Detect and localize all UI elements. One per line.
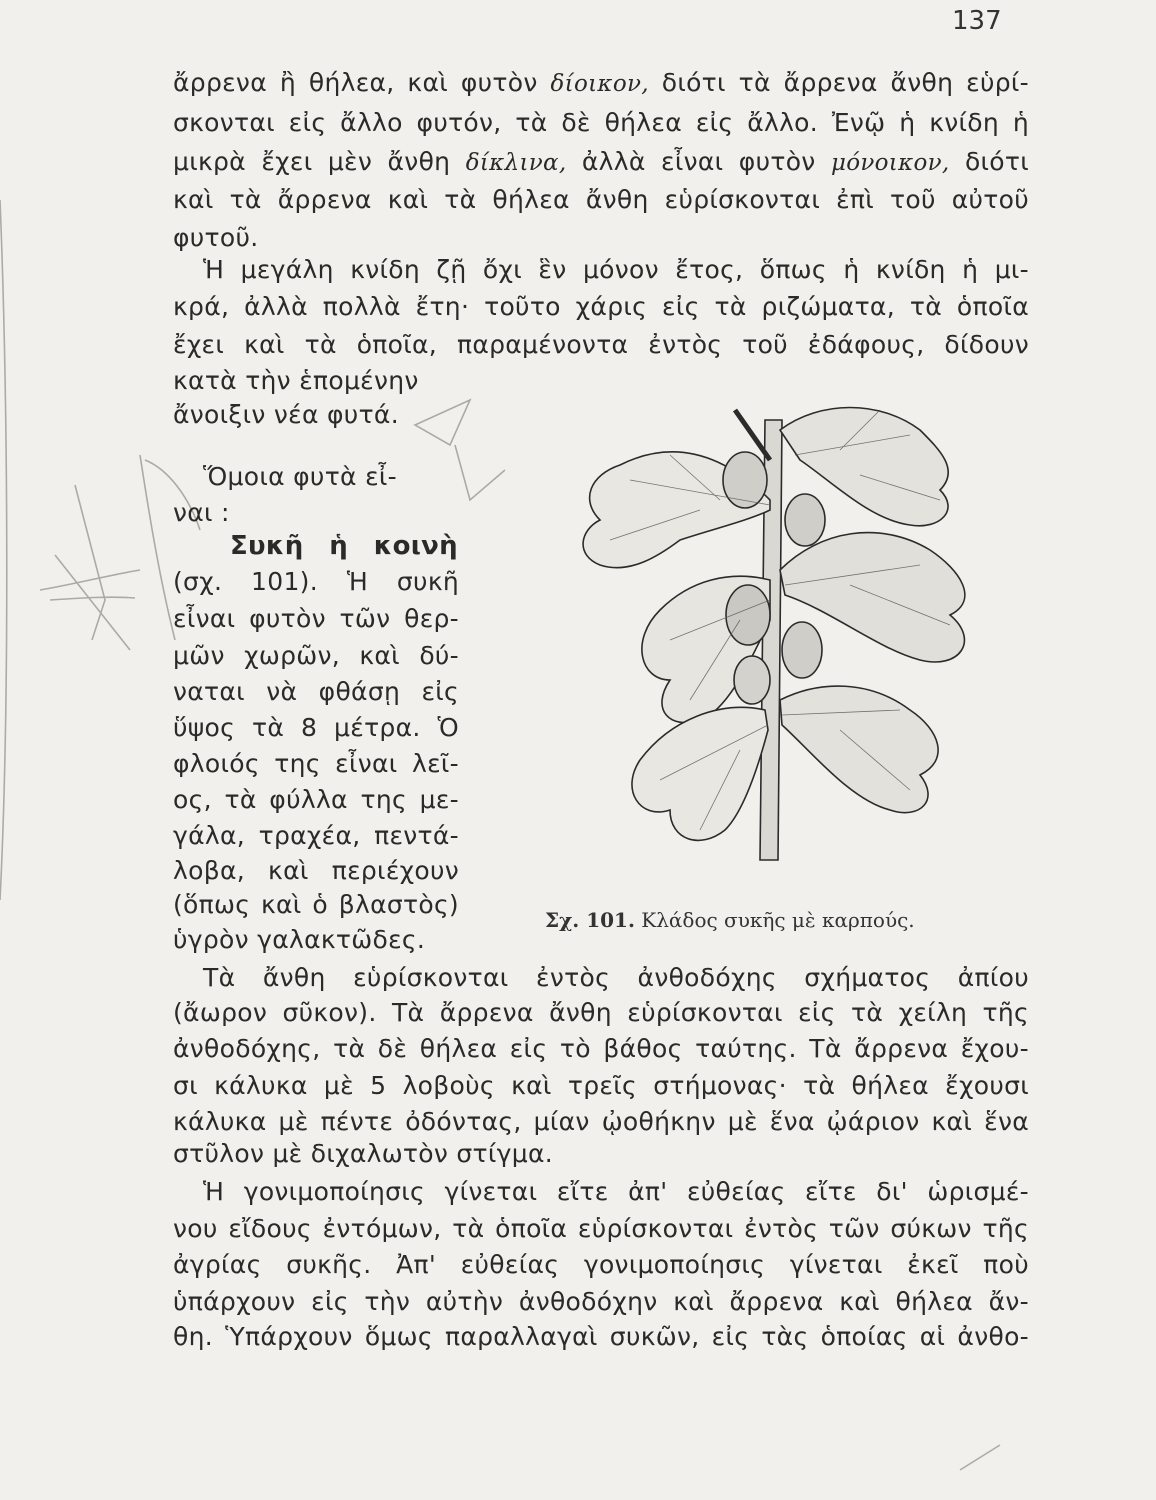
- side-line-8: ὕψος τὰ 8 μέτρα. Ὁ: [173, 713, 459, 742]
- figure-caption: Σχ. 101. Κλάδος συκῆς μὲ καρπούς.: [545, 908, 915, 932]
- bottom-line-11: θη. Ὑπάρχουν ὅμως παραλλαγαὶ συκῶν, εἰς τὰς ὁποίας αἱ ἀνθο-: [173, 1322, 1029, 1351]
- text-line-2: σκονται εἰς ἄλλο φυτόν, τὰ δὲ θήλεα εἰς ἄλλο. Ἐνῷ ἡ κνίδη ἡ: [173, 108, 1029, 137]
- side-line-12: λοβα, καὶ περιέχουν: [173, 856, 459, 885]
- text-line-5: φυτοῦ.: [173, 223, 259, 252]
- text-line-4: καὶ τὰ ἄρρενα καὶ τὰ θήλεα ἄνθη εὑρίσκονται ἐπὶ τοῦ αὐτοῦ: [173, 185, 1029, 214]
- side-line-1: Ὅμοια φυτὰ εἶ-: [203, 462, 397, 491]
- side-line-2: ναι :: [173, 498, 230, 527]
- side-line-13: (ὅπως καὶ ὁ βλαστὸς): [173, 890, 459, 919]
- text-line-7: κρά, ἀλλὰ πολλὰ ἔτη· τοῦτο χάρις εἰς τὰ ριζώματα, τὰ ὁποῖα: [173, 292, 1029, 321]
- side-line-6: μῶν χωρῶν, καὶ δύ-: [173, 641, 459, 670]
- bottom-line-9: ἀγρίας συκῆς. Ἀπ' εὐθείας γονιμοποίησις γίνεται ἐκεῖ ποὺ: [173, 1250, 1029, 1279]
- bottom-line-4: σι κάλυκα μὲ 5 λοβοὺς καὶ τρεῖς στήμονας· τὰ θήλεα ἔχουσι: [173, 1071, 1029, 1100]
- side-line-7: ναται νὰ φθάσῃ εἰς: [173, 677, 459, 706]
- bottom-line-3: ἀνθοδόχης, τὰ δὲ θήλεα εἰς τὸ βάθος ταύτης. Τὰ ἄρρενα ἔχου-: [173, 1034, 1029, 1063]
- text-line-6: Ἡ μεγάλη κνίδη ζῇ ὄχι ἓν μόνον ἔτος, ὅπως ἡ κνίδη ἡ μι-: [203, 255, 1029, 284]
- bottom-line-6: στῦλον μὲ διχαλωτὸν στίγμα.: [173, 1139, 553, 1168]
- text-line-1: ἄρρενα ἢ θήλεα, καὶ φυτὸν δίοικον, διότι τὰ ἄρρενα ἄνθη εὑρί-: [173, 68, 1029, 97]
- text-line-9: κατὰ τὴν ἑπομένην: [173, 366, 419, 395]
- text-line-3: μικρὰ ἔχει μὲν ἄνθη δίκλινα, ἀλλὰ εἶναι φυτὸν μόνοικον, διότι: [173, 147, 1029, 176]
- bottom-line-2: (ἄωρον σῦκον). Τὰ ἄρρενα ἄνθη εὑρίσκονται εἰς τὰ χείλη τῆς: [173, 998, 1029, 1027]
- fig-branch-illustration: [520, 380, 1030, 900]
- side-line-5: εἶναι φυτὸν τῶν θερ-: [173, 604, 459, 633]
- side-line-9: φλοιός της εἶναι λεῖ-: [173, 749, 459, 778]
- page-number: 137: [952, 6, 1002, 36]
- bottom-line-7: Ἡ γονιμοποίησις γίνεται εἴτε ἀπ' εὐθείας εἴτε δι' ὡρισμέ-: [203, 1177, 1029, 1206]
- bottom-line-5: κάλυκα μὲ πέντε ὀδόντας, μίαν ᾠοθήκην μὲ ἕνα ᾠάριον καὶ ἕνα: [173, 1107, 1029, 1136]
- text-line-10: ἄνοιξιν νέα φυτά.: [173, 400, 399, 429]
- bottom-line-1: Τὰ ἄνθη εὑρίσκονται ἐντὸς ἀνθοδόχης σχήματος ἀπίου: [203, 963, 1029, 992]
- side-line-14: ὑγρὸν γαλακτῶδες.: [173, 925, 426, 954]
- side-line-3: Συκῆ ἡ κοινὴ: [230, 531, 458, 561]
- bottom-line-8: νου εἴδους ἐντόμων, τὰ ὁποῖα εὑρίσκονται ἐντὸς τῶν σύκων τῆς: [173, 1214, 1029, 1243]
- text-line-8: ἔχει καὶ τὰ ὁποῖα, παραμένοντα ἐντὸς τοῦ ἐδάφους, δίδουν: [173, 330, 1029, 359]
- side-line-4: (σχ. 101). Ἡ συκῆ: [173, 567, 459, 596]
- side-line-11: γάλα, τραχέα, πεντά-: [173, 821, 459, 850]
- bottom-line-10: ὑπάρχουν εἰς τὴν αὐτὴν ἀνθοδόχην καὶ ἄρρενα καὶ θήλεα ἄν-: [173, 1287, 1029, 1316]
- side-line-10: ος, τὰ φύλλα της με-: [173, 785, 459, 814]
